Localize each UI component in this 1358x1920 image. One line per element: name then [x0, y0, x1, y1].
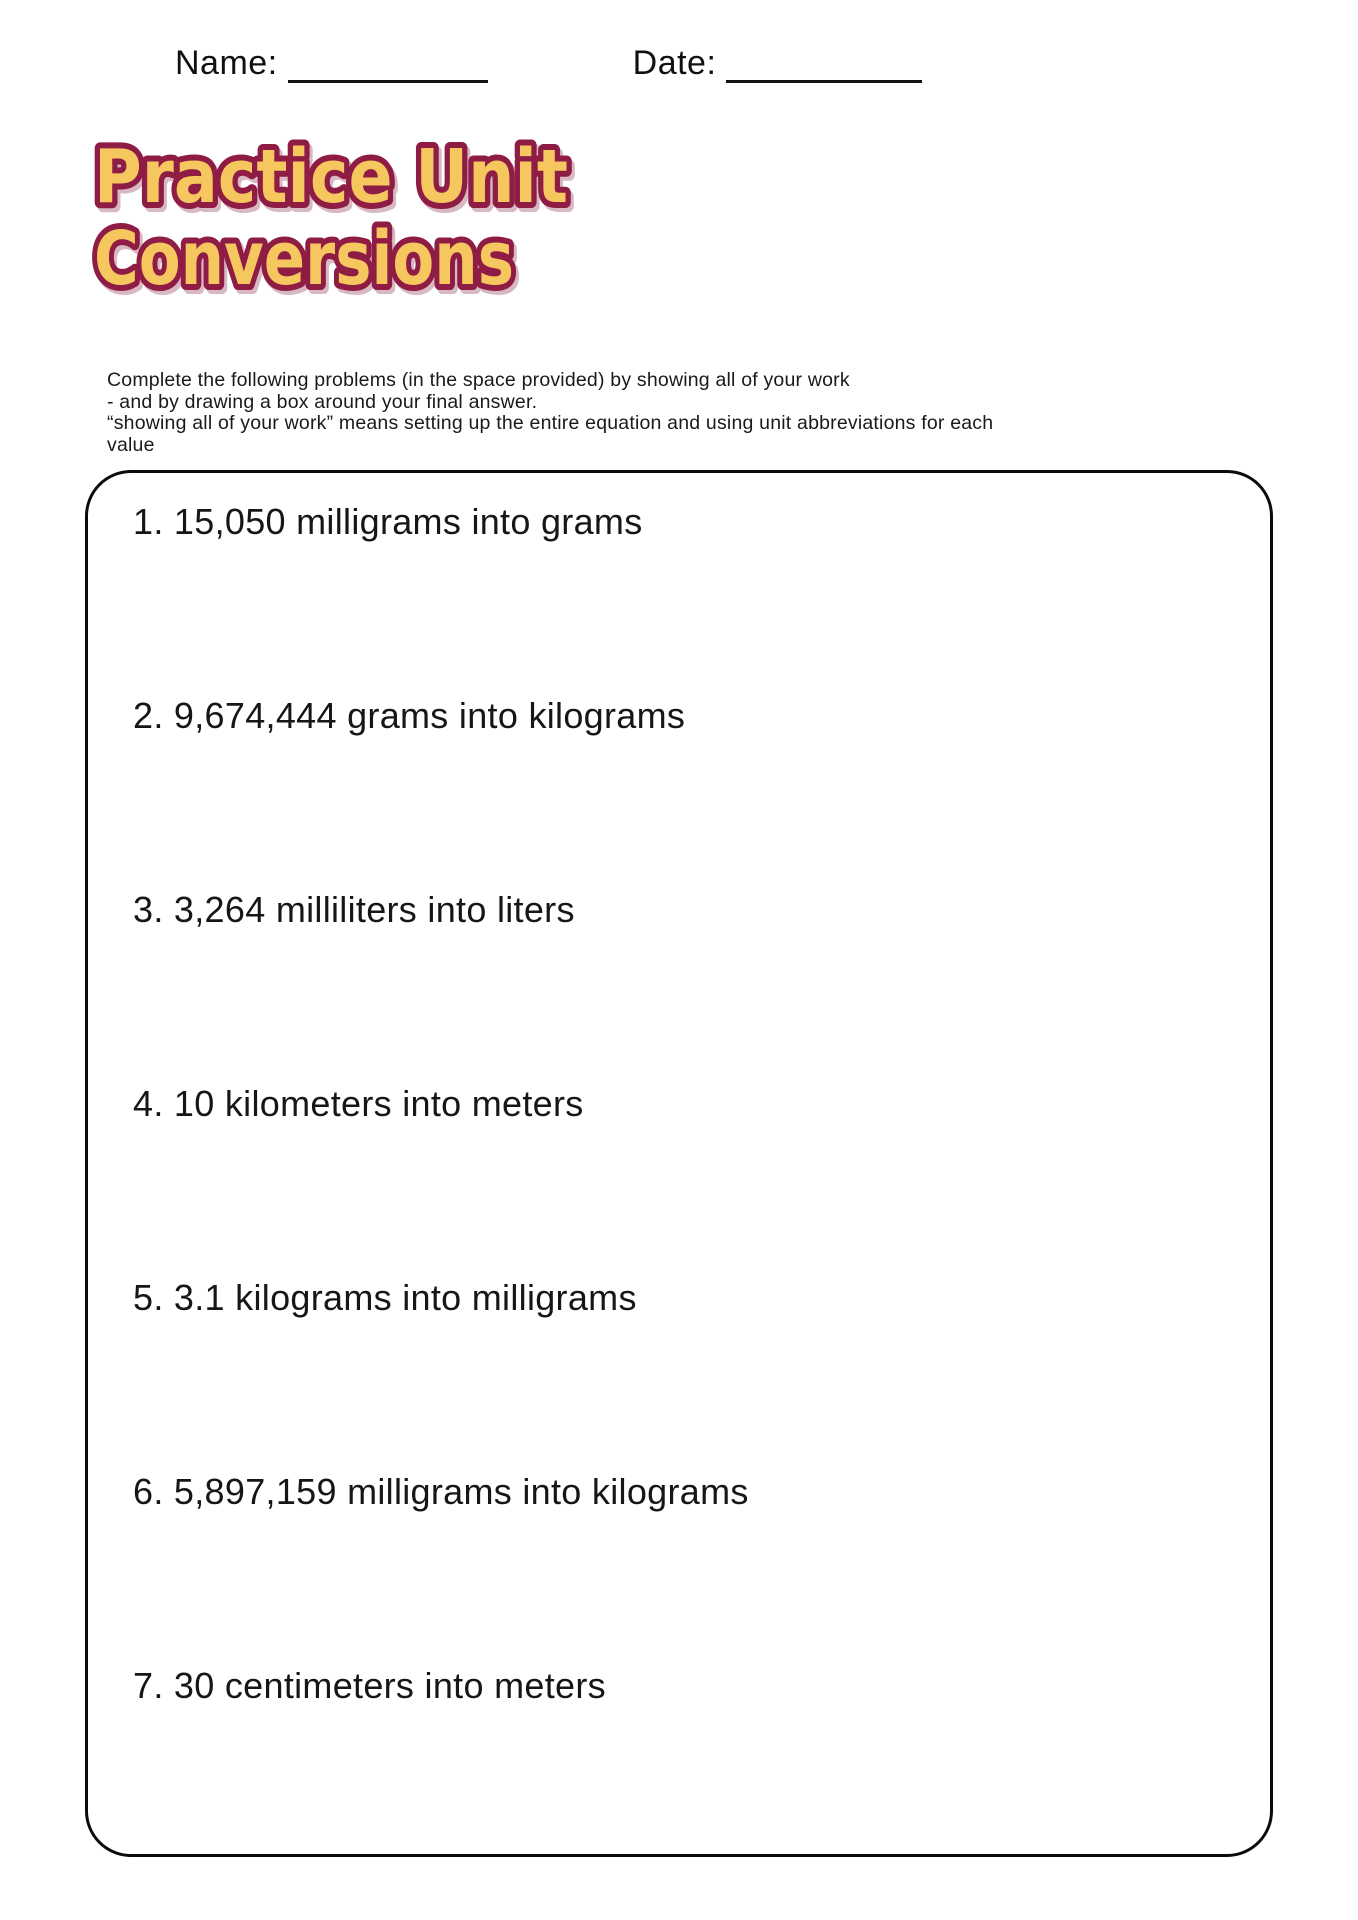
worksheet-title	[86, 116, 706, 331]
instruction-line-2: - and by drawing a box around your final answer.	[107, 390, 538, 413]
problem-item-4: 4. 10 kilometers into meters	[133, 1083, 584, 1124]
problem-item-3: 3. 3,264 milliliters into liters	[133, 889, 575, 930]
date-blank-line	[726, 46, 922, 83]
title-art	[86, 116, 706, 331]
problem-item-2: 2. 9,674,444 grams into kilograms	[133, 695, 686, 736]
instruction-line-1: Complete the following problems (in the space provided) by showing all of your work	[107, 369, 850, 391]
problem-item-1: 1. 15,050 milligrams into grams	[133, 501, 643, 542]
name-blank-line	[288, 46, 488, 83]
name-label: Name:	[175, 44, 278, 82]
header	[175, 44, 922, 83]
title-line-1: Practice Unit	[94, 134, 568, 220]
instructions	[107, 370, 1267, 456]
problem-item-5: 5. 3.1 kilograms into milligrams	[133, 1277, 637, 1318]
instruction-line-3: “showing all of your work” means setting up the entire equation and using unit abbreviations for each	[107, 412, 994, 434]
date-label: Date:	[632, 44, 717, 82]
problems-box	[85, 470, 1273, 1857]
title-line-2: Conversions	[94, 216, 514, 302]
problem-item-7: 7. 30 centimeters into meters	[133, 1665, 606, 1706]
instruction-line-4: value	[107, 433, 155, 456]
problem-item-6: 6. 5,897,159 milligrams into kilograms	[133, 1471, 749, 1512]
